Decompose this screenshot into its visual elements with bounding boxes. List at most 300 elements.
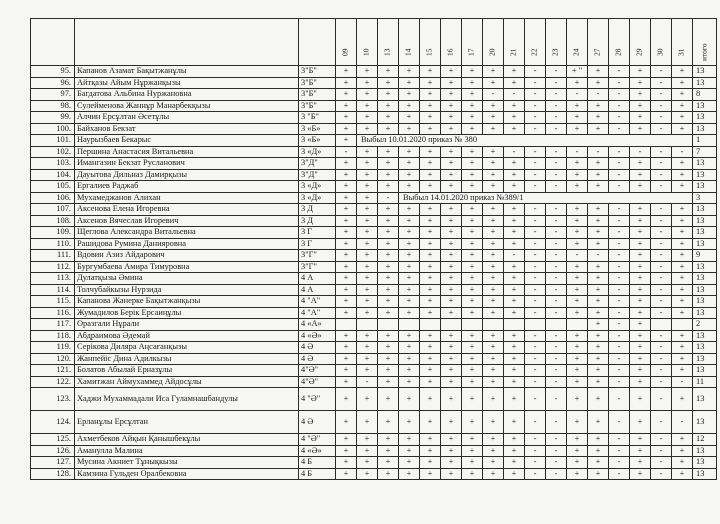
attendance-mark: + [357, 192, 378, 204]
attendance-mark: + [420, 365, 441, 377]
attendance-mark: + [441, 296, 462, 308]
attendance-mark: + [630, 215, 651, 227]
table-row [31, 388, 717, 411]
attendance-mark: + [399, 204, 420, 216]
attendance-mark: - [525, 89, 546, 101]
student-name: Першина Анастасия Витальевна [75, 146, 299, 158]
attendance-mark: + [441, 66, 462, 78]
class-label: 3"Б" [299, 66, 336, 78]
attendance-mark: + [357, 307, 378, 319]
row-number: 95. [31, 66, 75, 78]
attendance-mark: + [357, 158, 378, 170]
attendance-mark: + [504, 457, 525, 469]
attendance-mark: + [672, 100, 693, 112]
table-row [31, 112, 717, 124]
attendance-mark: + [588, 284, 609, 296]
attendance-mark: + [672, 169, 693, 181]
table-row [31, 376, 717, 388]
class-label: 4 "А" [299, 296, 336, 308]
attendance-mark: + [567, 123, 588, 135]
attendance-mark: + [378, 273, 399, 285]
attendance-mark: + [462, 261, 483, 273]
attendance-mark: - [546, 215, 567, 227]
attendance-mark: + [378, 158, 399, 170]
attendance-mark: + [483, 123, 504, 135]
table-body [31, 66, 717, 480]
withdrawal-note: Выбыл 10.01.2020 приказ № 380 [357, 135, 693, 147]
attendance-mark [672, 319, 693, 331]
attendance-mark: + [588, 273, 609, 285]
attendance-mark: + [441, 89, 462, 101]
attendance-mark: + [420, 457, 441, 469]
student-name: Капанова Жанерке Бақытжанқызы [75, 296, 299, 308]
attendance-mark: + [567, 296, 588, 308]
attendance-mark [651, 319, 672, 331]
attendance-mark: + [504, 365, 525, 377]
attendance-mark: - [609, 146, 630, 158]
row-number: 100. [31, 123, 75, 135]
student-name: Наурызбаев Бекарыс [75, 135, 299, 147]
student-name: Хамитжан Аймухаммед Айдосұлы [75, 376, 299, 388]
attendance-mark: - [609, 204, 630, 216]
attendance-mark: + [672, 227, 693, 239]
class-label: 3 «Б» [299, 123, 336, 135]
header-date [567, 19, 588, 66]
attendance-mark: + [378, 227, 399, 239]
attendance-mark: + [630, 353, 651, 365]
total-cell: 8 [693, 89, 717, 101]
attendance-mark: - [525, 123, 546, 135]
attendance-mark: + [399, 273, 420, 285]
attendance-mark: - [651, 169, 672, 181]
total-cell: 13 [693, 330, 717, 342]
attendance-mark: - [378, 192, 399, 204]
attendance-mark: + [357, 204, 378, 216]
class-label: 3 Г [299, 227, 336, 239]
attendance-mark: + [672, 89, 693, 101]
attendance-mark: + [420, 261, 441, 273]
attendance-mark: + [420, 445, 441, 457]
attendance-mark: - [651, 330, 672, 342]
attendance-mark: - [609, 411, 630, 434]
attendance-mark: + [567, 215, 588, 227]
attendance-mark: - [609, 169, 630, 181]
header-label: 09 [340, 48, 350, 56]
attendance-mark: + [483, 411, 504, 434]
total-cell: 13 [693, 100, 717, 112]
attendance-mark: + [420, 100, 441, 112]
attendance-mark [336, 319, 357, 331]
attendance-mark: - [546, 307, 567, 319]
row-number: 122. [31, 376, 75, 388]
attendance-mark: + [441, 112, 462, 124]
attendance-mark: + [672, 342, 693, 354]
attendance-mark: + [483, 434, 504, 446]
attendance-mark: - [651, 100, 672, 112]
student-name: Камзина Гульден Оралбековна [75, 468, 299, 480]
attendance-mark: + [441, 169, 462, 181]
attendance-mark: + [483, 365, 504, 377]
row-number: 120. [31, 353, 75, 365]
attendance-mark: - [546, 261, 567, 273]
attendance-mark: + [630, 66, 651, 78]
total-cell: 13 [693, 411, 717, 434]
attendance-mark: + [462, 376, 483, 388]
table-row [31, 123, 717, 135]
attendance-mark: + [336, 100, 357, 112]
class-label: 4 Ә [299, 411, 336, 434]
attendance-mark: + [630, 250, 651, 262]
attendance-mark: + [588, 468, 609, 480]
attendance-mark: + [483, 445, 504, 457]
attendance-mark: + [441, 146, 462, 158]
attendance-mark: - [651, 146, 672, 158]
attendance-mark: + [441, 261, 462, 273]
attendance-mark: + [420, 376, 441, 388]
attendance-mark: - [546, 353, 567, 365]
attendance-mark: + [504, 112, 525, 124]
table-row [31, 135, 717, 147]
attendance-mark: - [672, 146, 693, 158]
attendance-mark: + [483, 273, 504, 285]
class-label: 3 «Б» [299, 135, 336, 147]
attendance-mark: - [525, 330, 546, 342]
attendance-mark: - [525, 227, 546, 239]
attendance-mark: + [504, 169, 525, 181]
attendance-mark: - [609, 284, 630, 296]
attendance-mark: - [525, 100, 546, 112]
attendance-mark: + [441, 77, 462, 89]
attendance-mark: + [378, 261, 399, 273]
attendance-mark: + [504, 342, 525, 354]
total-cell: 13 [693, 158, 717, 170]
attendance-mark: + [630, 227, 651, 239]
attendance-mark: + [462, 169, 483, 181]
attendance-mark: + [588, 411, 609, 434]
table-row [31, 181, 717, 193]
attendance-mark: - [567, 250, 588, 262]
attendance-mark: + [567, 342, 588, 354]
header-total [693, 19, 717, 66]
attendance-mark: - [525, 388, 546, 411]
attendance-mark: + [420, 468, 441, 480]
class-label: 4 А [299, 273, 336, 285]
attendance-mark: + [399, 250, 420, 262]
attendance-mark: + [399, 66, 420, 78]
attendance-mark: + [420, 181, 441, 193]
header-label: 27 [592, 48, 602, 56]
row-number: 105. [31, 181, 75, 193]
row-number: 118. [31, 330, 75, 342]
attendance-mark: + [399, 388, 420, 411]
attendance-mark: + [399, 307, 420, 319]
attendance-mark: - [504, 89, 525, 101]
attendance-mark: + [567, 353, 588, 365]
attendance-mark: + [378, 204, 399, 216]
header-label: 10 [361, 48, 371, 56]
attendance-mark: + [399, 296, 420, 308]
total-cell: 13 [693, 66, 717, 78]
attendance-mark: - [651, 273, 672, 285]
attendance-mark: - [609, 319, 630, 331]
total-cell: 1 [693, 135, 717, 147]
attendance-mark: + [483, 457, 504, 469]
attendance-mark: + [672, 468, 693, 480]
total-cell: 13 [693, 445, 717, 457]
attendance-mark: - [546, 66, 567, 78]
attendance-mark: + [378, 365, 399, 377]
attendance-sheet [30, 18, 709, 480]
student-name: Вдовин Азиз Айдарович [75, 250, 299, 262]
attendance-mark: + [462, 411, 483, 434]
attendance-mark: - [525, 158, 546, 170]
attendance-mark: + [378, 457, 399, 469]
attendance-mark: + [420, 169, 441, 181]
attendance-mark: - [609, 273, 630, 285]
attendance-mark: - [651, 227, 672, 239]
attendance-mark: + [399, 238, 420, 250]
class-label: 4 Ә [299, 342, 336, 354]
header-date [399, 19, 420, 66]
total-cell: 7 [693, 146, 717, 158]
attendance-mark: + [504, 330, 525, 342]
attendance-mark: - [651, 112, 672, 124]
table-row [31, 66, 717, 78]
class-label: 3"Б" [299, 77, 336, 89]
attendance-mark: + [420, 158, 441, 170]
attendance-mark: + [336, 238, 357, 250]
row-number: 121. [31, 365, 75, 377]
attendance-mark: + [420, 123, 441, 135]
class-label: 4 "А" [299, 307, 336, 319]
attendance-mark [441, 319, 462, 331]
student-name: Абдраимова Әдемай [75, 330, 299, 342]
attendance-mark: - [525, 169, 546, 181]
attendance-mark: + [441, 238, 462, 250]
attendance-mark: + [378, 468, 399, 480]
attendance-mark: + [588, 307, 609, 319]
row-number: 117. [31, 319, 75, 331]
attendance-mark: + [420, 342, 441, 354]
attendance-mark: - [651, 66, 672, 78]
attendance-mark: - [546, 468, 567, 480]
table-row [31, 77, 717, 89]
attendance-mark: + [462, 112, 483, 124]
attendance-mark: - [651, 353, 672, 365]
attendance-mark: + [336, 77, 357, 89]
attendance-mark: + [336, 284, 357, 296]
attendance-mark: + [336, 89, 357, 101]
header-name [75, 19, 299, 66]
total-cell: 13 [693, 457, 717, 469]
attendance-mark: + [567, 77, 588, 89]
header-label: итого [699, 42, 709, 61]
attendance-mark: + [483, 77, 504, 89]
header-date [357, 19, 378, 66]
attendance-mark: + [672, 204, 693, 216]
total-cell: 13 [693, 468, 717, 480]
attendance-mark: + [357, 434, 378, 446]
table-row [31, 100, 717, 112]
header-label: 28 [613, 48, 623, 56]
attendance-mark [420, 319, 441, 331]
header-date [651, 19, 672, 66]
attendance-mark: - [609, 330, 630, 342]
attendance-mark [525, 319, 546, 331]
attendance-mark: + [567, 112, 588, 124]
attendance-mark: + [441, 353, 462, 365]
attendance-mark: + [357, 215, 378, 227]
attendance-mark: + [441, 330, 462, 342]
attendance-mark: + [399, 89, 420, 101]
table-row [31, 192, 717, 204]
attendance-mark: + [504, 204, 525, 216]
attendance-mark: + [588, 158, 609, 170]
total-cell: 13 [693, 307, 717, 319]
attendance-mark: + [567, 411, 588, 434]
row-number: 113. [31, 273, 75, 285]
attendance-mark: + [336, 353, 357, 365]
class-label: 3 Г [299, 238, 336, 250]
student-name: Айтқазы Айым Нұржанқызы [75, 77, 299, 89]
attendance-mark [378, 319, 399, 331]
student-name: Дауытова Дильназ Дамирқызы [75, 169, 299, 181]
row-number: 106. [31, 192, 75, 204]
table-row [31, 284, 717, 296]
attendance-mark: + [630, 468, 651, 480]
attendance-mark: + [399, 227, 420, 239]
total-cell: 9 [693, 250, 717, 262]
attendance-mark: - [609, 388, 630, 411]
row-number: 126. [31, 445, 75, 457]
attendance-mark: + [483, 388, 504, 411]
attendance-mark: + [378, 353, 399, 365]
attendance-mark: - [504, 146, 525, 158]
table-row [31, 434, 717, 446]
attendance-mark: + [462, 330, 483, 342]
attendance-mark: - [651, 468, 672, 480]
attendance-mark: - [525, 261, 546, 273]
row-number: 115. [31, 296, 75, 308]
attendance-mark: + [672, 457, 693, 469]
table-row [31, 261, 717, 273]
attendance-mark: - [651, 158, 672, 170]
attendance-mark: - [630, 146, 651, 158]
table-row [31, 89, 717, 101]
attendance-mark: - [546, 89, 567, 101]
attendance-mark: - [525, 307, 546, 319]
attendance-mark: + [441, 468, 462, 480]
attendance-mark: + [399, 457, 420, 469]
class-label: 3"Б" [299, 100, 336, 112]
attendance-mark: + [378, 238, 399, 250]
attendance-mark: + [399, 261, 420, 273]
student-name: Ерланұлы Ерсұлтан [75, 411, 299, 434]
attendance-mark: - [546, 376, 567, 388]
header-number [31, 19, 75, 66]
attendance-mark: + [588, 77, 609, 89]
attendance-mark: + [399, 434, 420, 446]
attendance-mark: - [525, 342, 546, 354]
attendance-mark: + [630, 123, 651, 135]
attendance-mark: + [357, 250, 378, 262]
attendance-mark: + [336, 192, 357, 204]
class-label: 3 «Д» [299, 192, 336, 204]
attendance-mark: + [336, 342, 357, 354]
attendance-mark: + [504, 388, 525, 411]
attendance-mark: + [504, 238, 525, 250]
total-cell: 13 [693, 123, 717, 135]
student-name: Рашидова Румина Данияровна [75, 238, 299, 250]
total-cell: 12 [693, 434, 717, 446]
row-number: 98. [31, 100, 75, 112]
attendance-mark: + [399, 158, 420, 170]
attendance-mark: + [420, 273, 441, 285]
attendance-mark: + [420, 89, 441, 101]
attendance-mark: - [651, 89, 672, 101]
attendance-mark: + [378, 89, 399, 101]
attendance-mark: + [483, 169, 504, 181]
table-row [31, 457, 717, 469]
attendance-mark: - [609, 227, 630, 239]
attendance-mark: + [483, 146, 504, 158]
attendance-mark: + [567, 158, 588, 170]
attendance-mark: + [672, 261, 693, 273]
attendance-mark: + [336, 112, 357, 124]
attendance-mark: + [504, 434, 525, 446]
student-name: Оразгали Нұрали [75, 319, 299, 331]
attendance-mark: - [546, 388, 567, 411]
attendance-mark: + [630, 342, 651, 354]
attendance-mark: + [462, 77, 483, 89]
table-row [31, 342, 717, 354]
attendance-mark: + [504, 445, 525, 457]
attendance-mark: + [630, 158, 651, 170]
attendance-mark: + [630, 330, 651, 342]
attendance-mark: + [462, 296, 483, 308]
attendance-mark: + [420, 227, 441, 239]
attendance-mark: + [399, 146, 420, 158]
attendance-mark: - [651, 181, 672, 193]
attendance-mark: + [567, 365, 588, 377]
attendance-mark: + [672, 445, 693, 457]
attendance-mark: + [462, 66, 483, 78]
attendance-mark: + [630, 365, 651, 377]
attendance-mark: + [672, 307, 693, 319]
attendance-mark: + [399, 215, 420, 227]
attendance-mark: - [609, 307, 630, 319]
total-cell: 13 [693, 112, 717, 124]
student-name: Щеглова Александра Витальевна [75, 227, 299, 239]
attendance-mark: + [399, 342, 420, 354]
attendance-mark: + [672, 330, 693, 342]
attendance-mark: + [420, 238, 441, 250]
header-date [336, 19, 357, 66]
header-label: 24 [571, 48, 581, 56]
attendance-mark: + [483, 376, 504, 388]
attendance-mark: + [399, 112, 420, 124]
attendance-mark: + [483, 204, 504, 216]
attendance-mark: + [504, 66, 525, 78]
attendance-mark: + [378, 296, 399, 308]
attendance-mark: + [462, 227, 483, 239]
attendance-mark: + [504, 158, 525, 170]
attendance-mark: + [630, 296, 651, 308]
attendance-mark: + [567, 169, 588, 181]
attendance-mark: + [567, 273, 588, 285]
attendance-mark: + [504, 123, 525, 135]
attendance-mark: + [672, 273, 693, 285]
